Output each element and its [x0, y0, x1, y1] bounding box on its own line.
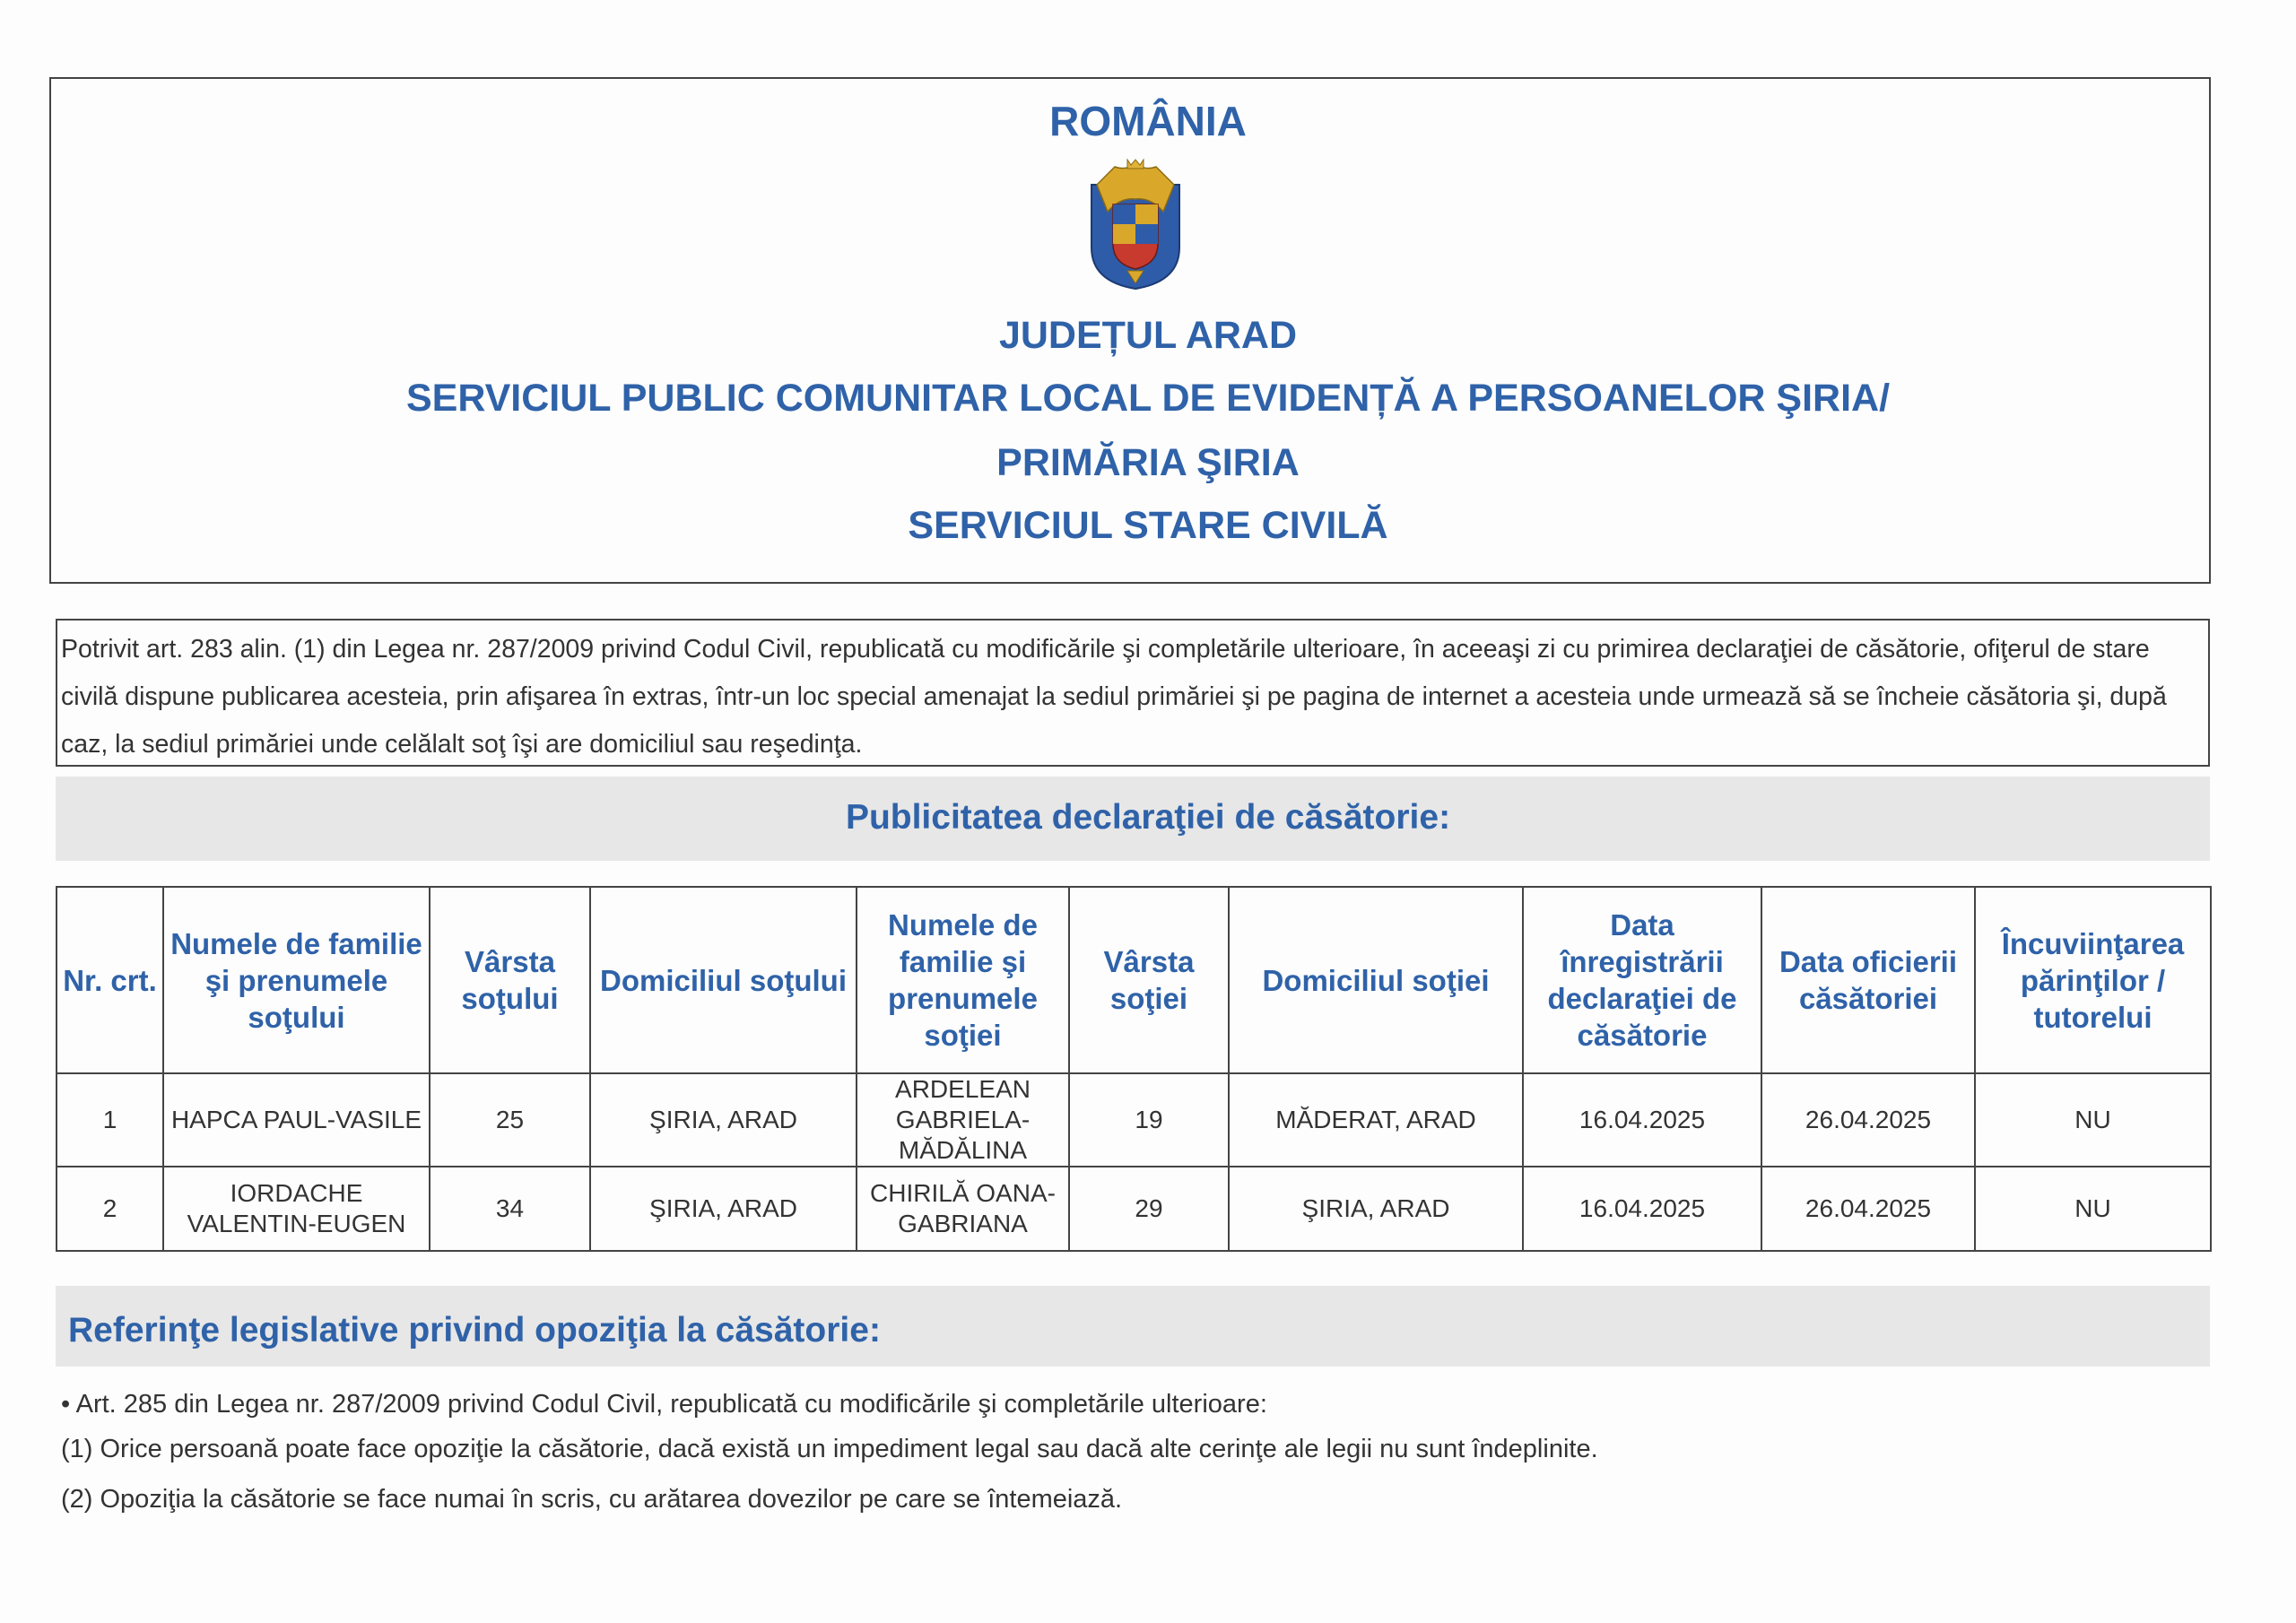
table-row — [57, 1167, 2211, 1251]
table-row — [57, 1073, 2211, 1167]
reference-line: • Art. 285 din Legea nr. 287/2009 privind Codul Civil, republicată cu modificările şi completările ulterioare: — [61, 1390, 1267, 1419]
col-header: Data oficierii căsătoriei — [1761, 887, 1975, 1073]
table-cell: ŞIRIA, ARAD — [590, 1073, 857, 1167]
col-header: Numele de familie şi prenumele soţiei — [857, 887, 1069, 1073]
legal-intro: Potrivit art. 283 alin. (1) din Legea nr. 287/2009 privind Codul Civil, republicată cu modificările şi completările ulterioare, în aceeaşi zi cu primirea declaraţiei de căsătorie, ofiţerul de stare civilă dispune publicarea acesteia, prin afişarea în extras, într-un loc special amenajat la sediul primăriei şi pe pagina de internet a acesteia unde urmează să se încheie căsătoria şi, după caz, la sediul primăriei unde celălalt soţ îşi are domiciliul sau reşedinţa. — [56, 619, 2210, 767]
table-cell: 26.04.2025 — [1761, 1167, 1975, 1251]
municipality-title: PRIMĂRIA ŞIRIA — [996, 441, 1300, 484]
table-cell: CHIRILĂ OANA-GABRIANA — [857, 1167, 1069, 1251]
table-cell: NU — [1975, 1167, 2211, 1251]
table-cell: MĂDERAT, ARAD — [1229, 1073, 1523, 1167]
table-cell: 25 — [430, 1073, 590, 1167]
col-header: Domiciliul soţului — [590, 887, 857, 1073]
table-cell: 34 — [430, 1167, 590, 1251]
col-header: Vârsta soţului — [430, 887, 590, 1073]
county-title: JUDEȚUL ARAD — [998, 314, 1298, 357]
table-cell: ARDELEAN GABRIELA-MĂDĂLINA — [857, 1073, 1069, 1167]
declarations-table — [56, 886, 2212, 1252]
col-header: Vârsta soţiei — [1069, 887, 1229, 1073]
table-header-row — [57, 887, 2211, 1073]
table-cell: 26.04.2025 — [1761, 1073, 1975, 1167]
coat-of-arms-icon — [1088, 158, 1183, 291]
table-cell: ŞIRIA, ARAD — [590, 1167, 857, 1251]
table-cell: HAPCA PAUL-VASILE — [163, 1073, 430, 1167]
department-title: SERVICIUL STARE CIVILĂ — [908, 504, 1388, 547]
reference-line: (2) Opoziţia la căsătorie se face numai în scris, cu arătarea dovezilor pe care se întemeiază. — [61, 1485, 1123, 1514]
publicity-title: Publicitatea declaraţiei de căsătorie: — [845, 798, 1451, 837]
col-header: Încuviinţarea părinţilor / tutorelui — [1975, 887, 2211, 1073]
col-header: Domiciliul soţiei — [1229, 887, 1523, 1073]
col-header: Nr. crt. — [57, 887, 163, 1073]
col-header: Data înregistrării declaraţiei de căsătorie — [1523, 887, 1761, 1073]
table-cell: ŞIRIA, ARAD — [1229, 1167, 1523, 1251]
col-header: Numele de familie şi prenumele soţului — [163, 887, 430, 1073]
table-cell: IORDACHE VALENTIN-EUGEN — [163, 1167, 430, 1251]
table-cell: 1 — [57, 1073, 163, 1167]
references-title: Referinţe legislative privind opoziţia la căsătorie: — [68, 1311, 881, 1350]
table-cell: 29 — [1069, 1167, 1229, 1251]
table-cell: 16.04.2025 — [1523, 1073, 1761, 1167]
table-cell: 16.04.2025 — [1523, 1167, 1761, 1251]
table-cell: NU — [1975, 1073, 2211, 1167]
country-title: ROMÂNIA — [1049, 98, 1247, 144]
table-cell: 2 — [57, 1167, 163, 1251]
reference-line: (1) Orice persoană poate face opoziţie la căsătorie, dacă există un impediment legal sau dacă alte cerinţe ale legii nu sunt îndeplinite. — [61, 1435, 1598, 1463]
table-cell: 19 — [1069, 1073, 1229, 1167]
service-title: SERVICIUL PUBLIC COMUNITAR LOCAL DE EVIDENȚĂ A PERSOANELOR ŞIRIA/ — [405, 377, 1891, 420]
